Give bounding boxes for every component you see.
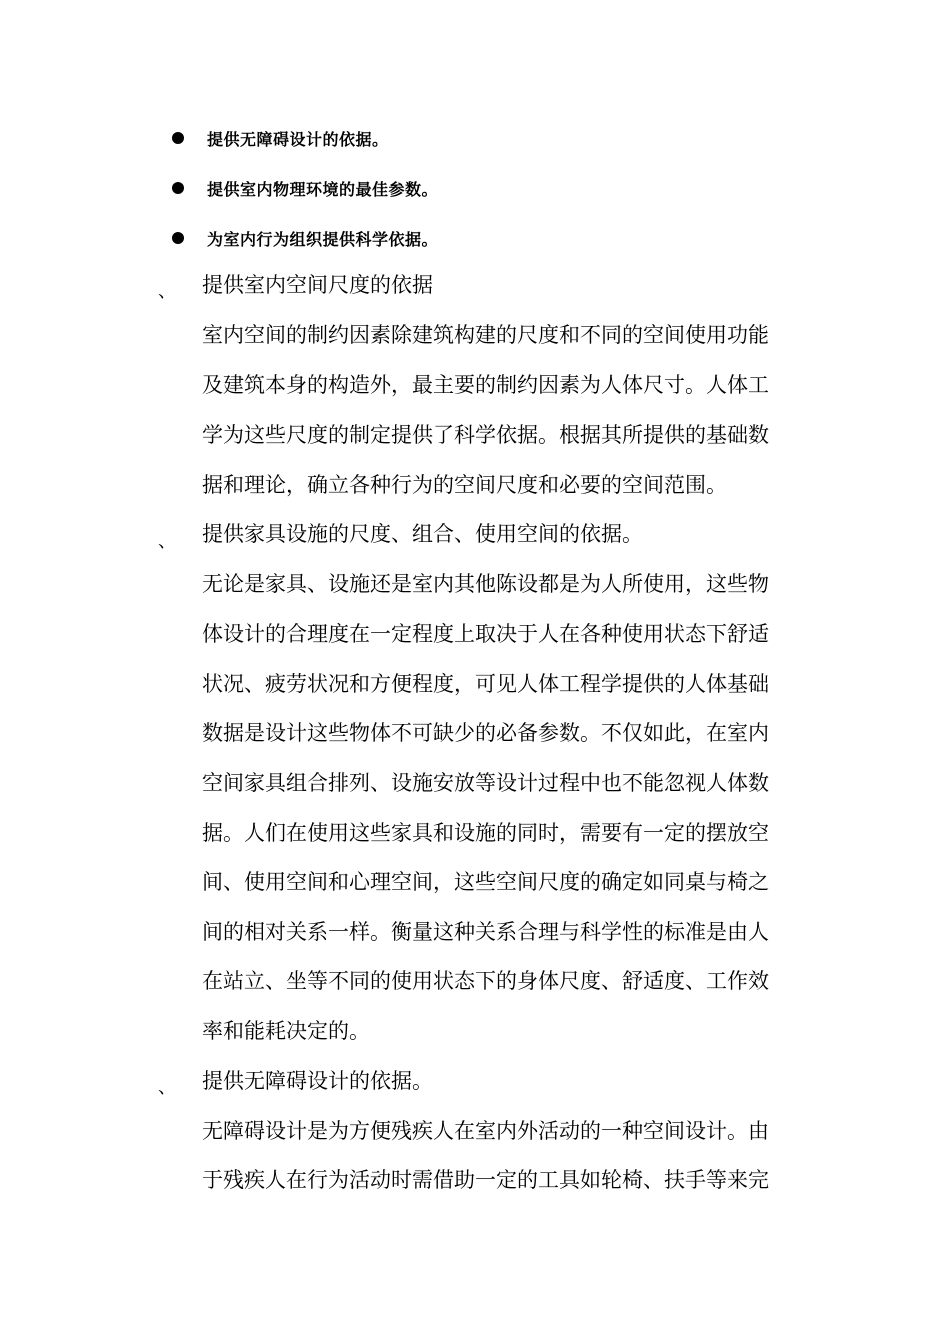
bullet-item bbox=[172, 173, 438, 203]
paragraph-line: 室内空间的制约因素除建筑构建的尺度和不同的空间使用功能 bbox=[202, 323, 769, 347]
bullet-dot-icon bbox=[172, 132, 184, 144]
bullet-item bbox=[172, 123, 389, 153]
paragraph-line: 无论是家具、设施还是室内其他陈设都是为人所使用，这些物 bbox=[202, 572, 769, 596]
paragraph-line: 间、使用空间和心理空间，这些空间尺度的确定如同桌与椅之 bbox=[202, 870, 769, 894]
bullet-text: 为室内行为组织提供科学依据。 bbox=[207, 229, 439, 249]
bullet-text: 提供室内物理环境的最佳参数。 bbox=[207, 179, 439, 199]
bullet-dot-icon bbox=[172, 232, 184, 244]
paragraph-line: 体设计的合理度在一定程度上取决于人在各种使用状态下舒适 bbox=[202, 622, 769, 646]
section-marker: 、 bbox=[158, 531, 176, 552]
paragraph-line: 据和理论，确立各种行为的空间尺度和必要的空间范围。 bbox=[202, 473, 727, 497]
bullet-text: 提供无障碍设计的依据。 bbox=[207, 129, 389, 149]
paragraph-line: 间的相对关系一样。衡量这种关系合理与科学性的标准是由人 bbox=[202, 920, 769, 944]
paragraph-line: 空间家具组合排列、设施安放等设计过程中也不能忽视人体数 bbox=[202, 771, 769, 795]
paragraph-line: 数据是设计这些物体不可缺少的必备参数。不仅如此，在室内 bbox=[202, 721, 769, 745]
paragraph-line: 率和能耗决定的。 bbox=[202, 1019, 370, 1043]
bullet-dot-icon bbox=[172, 182, 184, 194]
paragraph-line: 据。人们在使用这些家具和设施的同时，需要有一定的摆放空 bbox=[202, 821, 769, 845]
section-heading: 提供无障碍设计的依据。 bbox=[202, 1069, 433, 1093]
section-heading: 提供家具设施的尺度、组合、使用空间的依据。 bbox=[202, 522, 643, 546]
paragraph-line: 学为这些尺度的制定提供了科学依据。根据其所提供的基础数 bbox=[202, 423, 769, 447]
paragraph-line: 状况、疲劳状况和方便程度，可见人体工程学提供的人体基础 bbox=[202, 672, 769, 696]
paragraph-line: 无障碍设计是为方便残疾人在室内外活动的一种空间设计。由 bbox=[202, 1119, 769, 1143]
paragraph-line: 在站立、坐等不同的使用状态下的身体尺度、舒适度、工作效 bbox=[202, 969, 769, 993]
paragraph-line: 及建筑本身的构造外，最主要的制约因素为人体尺寸。人体工 bbox=[202, 373, 769, 397]
bullet-item bbox=[172, 223, 438, 253]
section-marker: 、 bbox=[158, 1077, 176, 1098]
section-heading: 提供室内空间尺度的依据 bbox=[202, 273, 433, 297]
paragraph-line: 于残疾人在行为活动时需借助一定的工具如轮椅、扶手等来完 bbox=[202, 1168, 769, 1192]
section-marker: 、 bbox=[158, 281, 176, 302]
